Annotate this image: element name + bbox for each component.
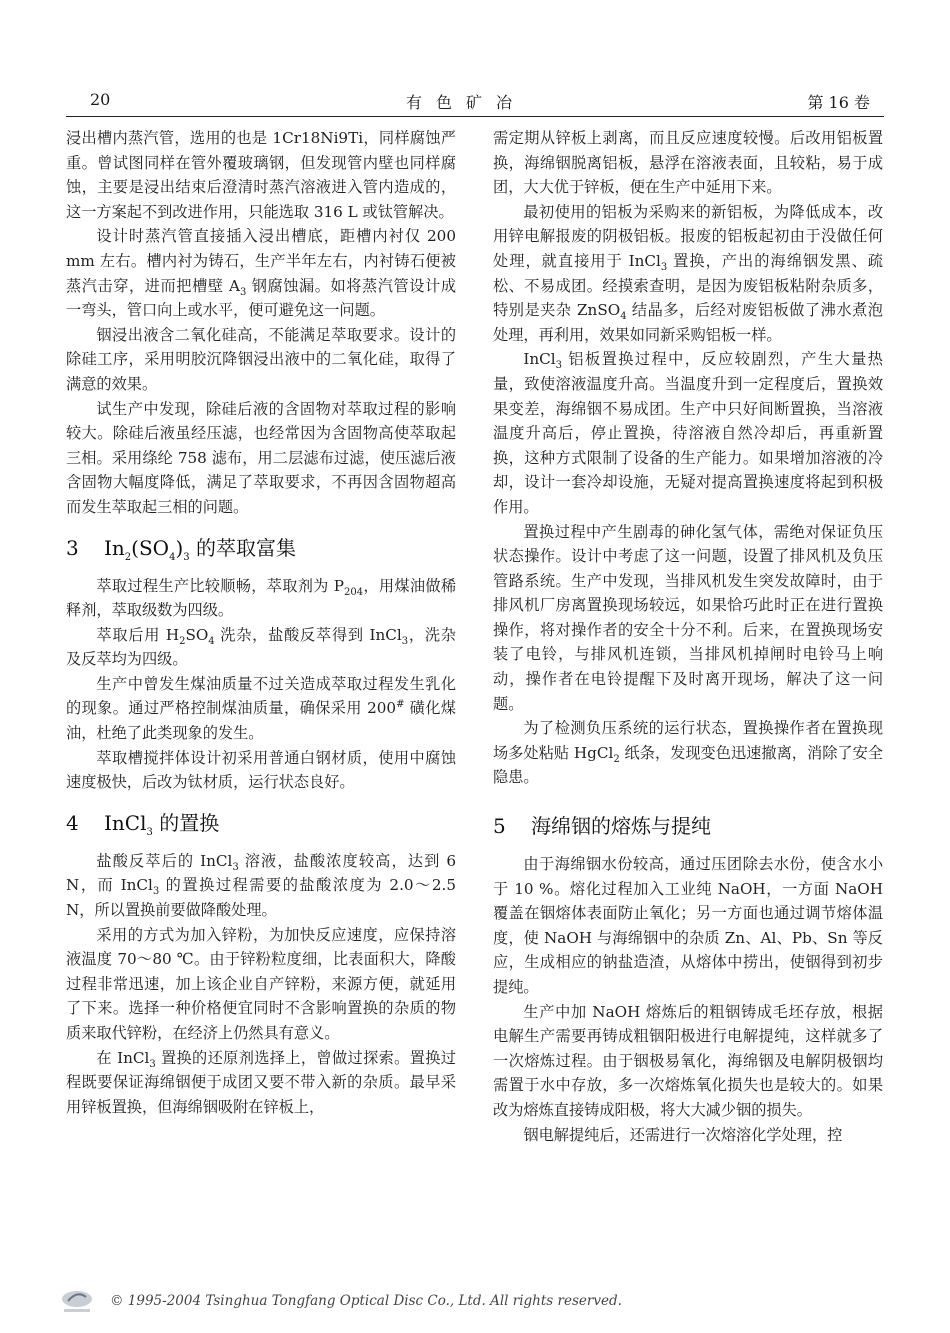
paragraph: 萃取过程生产比较顺畅，萃取剂为 $P_{204}$，用煤油做稀释剂，萃取级数为四级。	[66, 576, 456, 620]
paragraph: InCl$_3$ 铝板置换过程中，反应较剧烈，产生大量热量，致使溶液温度升高。当温度升到一定程度后，置换效果变差，海绵铟不易成团。生产中只好间断置换，当溶液温度升高后，停止置换，待溶液自然冷却后，再重新置换，这种方式限制了设备的生产能力。如果增加溶液的冷却，设计一套冷却设施，无疑对提高置换速度将起到积极作用。	[493, 350, 883, 516]
left-column	[66, 126, 456, 1119]
paragraph: 设计时蒸汽管直接插入浸出槽底，距槽内衬仅 200 mm 左右。槽内衬为铸石，生产半年左右，内衬铸石便被蒸汽击穿，进而把槽壁 $A_3$ 钢腐蚀漏。如将蒸汽管设计成一弯头，管口向上或水平，便可避免这一问题。	[66, 227, 457, 320]
footer	[58, 1288, 622, 1316]
right-column	[493, 126, 883, 1147]
section-number: 3	[66, 535, 79, 560]
paragraph: 生产中曾发生煤油质量不过关造成萃取过程发生乳化的现象。通过严格控制煤油质量，确保采用 200# 磺化煤油，杜绝了此类现象的发生。	[66, 674, 456, 743]
paragraph: 浸出槽内蒸汽管，选用的也是 1Cr18Ni9Ti，同样腐蚀严重。曾试图同样在管外覆玻璃钢，但发现管内壁也同样腐蚀，主要是浸出结束后澄清时蒸汽溶液进入管内造成的，这一方案起不到改进作用，只能选取 316 L 或钛管解决。	[66, 129, 456, 221]
section-heading-4: 4 InCl$_3$ 的置换	[66, 805, 456, 841]
journal-title: 有色矿冶	[406, 93, 527, 112]
paragraph: 萃取槽搅拌体设计初采用普通白钢材质，使用中腐蚀速度极快，后改为钛材质，运行状态良好。	[66, 748, 456, 792]
paragraph: 置换过程中产生剧毒的砷化氢气体，需绝对保证负压状态操作。设计中考虑了这一问题，设置了排风机及负压管路系统。生产中发现，当排风机发生突发故障时，由于排风机厂房离置换现场较远，如果恰巧此时正在进行置换操作，将对操作者的安全十分不利。后来，在置换现场安装了电铃，与排风机连锁，当排风机掉闸时电铃马上响动，操作者在电铃提醒下及时离开现场，解决了这一问题。	[493, 522, 883, 713]
volume-label: 第 16 卷	[807, 93, 870, 112]
paragraph: 试生产中发现，除硅后液的含固物对萃取过程的影响较大。除硅后液虽经压滤，也经常因为含固物高使萃取起三相。采用绦纶 758 滤布，用二层滤布过滤，使压滤后液含固物大幅度降低，满足了萃取要求，不再因含固物超高而发生萃取起三相的问题。	[66, 399, 456, 516]
paragraph: 盐酸反萃后的 InCl$_3$ 溶液，盐酸浓度较高，达到 6 N，而 InCl$_3$ 的置换过程需要的盐酸浓度为 2.0～2.5 N，所以置换前要做降酸处理。	[66, 851, 456, 920]
section-heading-3: 3 $In_2(SO_4)_3$ 的萃取富集	[66, 530, 456, 566]
paragraph: 铟电解提纯后，还需进行一次熔溶化学处理，控	[523, 1125, 843, 1144]
section-number: 5	[493, 814, 506, 839]
paragraph: 萃取后用 $H_2SO_4$ 洗杂，盐酸反萃得到 InCl$_3$，洗杂及反萃均为四级。	[66, 625, 456, 669]
paragraph: 最初使用的铝板为采购来的新铝板，为降低成本，改用锌电解报废的阴极铝板。报废的铝板起初由于没做任何处理，就直接用于 InCl$_3$ 置换，产出的海绵铟发黑、疏松、不易成团。经摸索查明，是因为废铝板粘附杂质多，特别是夹杂 ZnSO$_4$ 结晶多，后经对废铝板做了沸水煮泡处理，再利用，效果如同新采购铝板一样。	[493, 202, 883, 344]
copyright-notice: © 1995-2004 Tsinghua Tongfang Optical Disc Co., Ltd. All rights reserved.	[110, 1293, 622, 1309]
section-title: 海绵铟的熔炼与提纯	[531, 814, 711, 839]
paragraph: 由于海绵铟水份较高，通过压团除去水份，使含水小于 10 %。熔化过程加入工业纯 NaOH，一方面 NaOH 覆盖在铟熔体表面防止氧化；另一方面也通过调节熔体温度，使 NaOH 与海绵铟中的杂质 Zn、Al、Pb、Sn 等反应，生成相应的钠盐造渣，从熔体中捞出，使铟得到初步提纯。	[493, 855, 883, 996]
paragraph: 采用的方式为加入锌粉，为加快反应速度，应保持溶液温度 70～80 ℃。由于锌粉粒度细，比表面积大，降酸过程非常迅速，加上该企业自产锌粉，来源方便，就延用了下来。选择一种价格便宜同时不含影响置换的杂质的物质来取代锌粉，在经济上仍然具有意义。	[66, 925, 456, 1042]
paragraph: 需定期从锌板上剥离，而且反应速度较慢。后改用铝板置换，海绵铟脱离铝板，悬浮在溶液表面，且较粘，易于成团，大大优于锌板，便在生产中延用下来。	[493, 129, 883, 197]
page-number: 20	[90, 90, 111, 109]
section-number: 4	[66, 810, 79, 835]
paragraph: 生产中加 NaOH 熔炼后的粗铟铸成毛坯存放，根据电解生产需要再铸成粗铟阳极进行电解提纯，这样就多了一次熔炼过程。由于铟极易氧化，海绵铟及电解阴极铟均需置于水中存放，多一次熔炼氧化损失也是较大的。如果改为熔炼直接铸成阳极，将大大减少铟的损失。	[493, 1002, 883, 1119]
paragraph: 在 InCl$_3$ 置换的还原剂选择上，曾做过探索。置换过程既要保证海绵铟便于成团又要不带入新的杂质。最早采用锌板置换，但海绵铟吸附在锌板上，	[66, 1048, 456, 1116]
paragraph: 为了检测负压系统的运行状态，置换操作者在置换现场多处粘贴 HgCl$_2$ 纸条，发现变色迅速撤离，消除了安全隐患。	[493, 719, 883, 787]
running-header	[66, 86, 884, 117]
section-heading-5	[493, 808, 883, 844]
publisher-logo-icon	[58, 1288, 96, 1314]
paragraph: 铟浸出液含二氧化硅高，不能满足萃取要求。设计的除硅工序，采用明胶沉降铟浸出液中的二氧化硅，取得了满意的效果。	[66, 325, 456, 393]
